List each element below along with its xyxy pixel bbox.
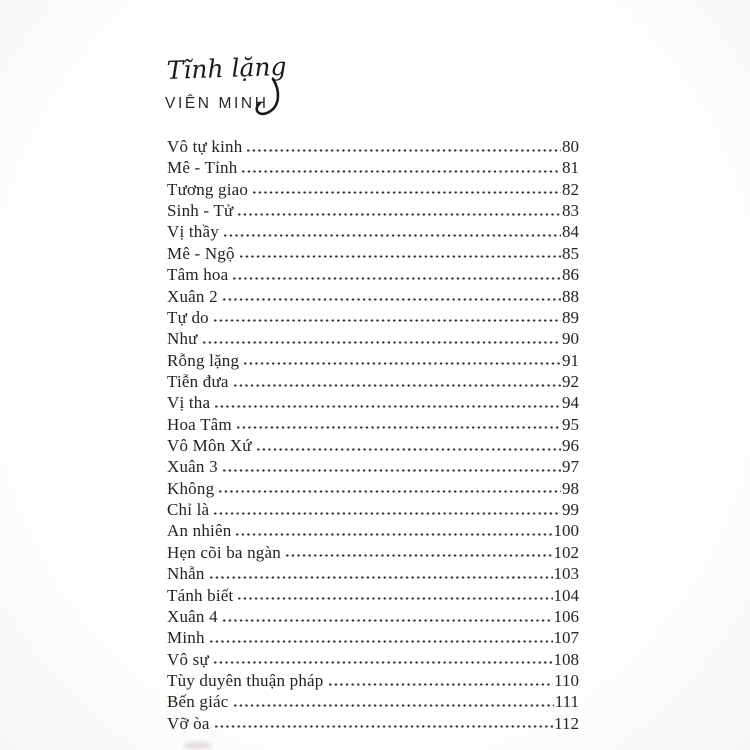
dotted-leader [214, 502, 561, 515]
dotted-leader [223, 609, 553, 622]
toc-entry-title: Rỗng lặng [167, 350, 240, 370]
scan-artifact [184, 742, 212, 749]
toc-entry-page: 88 [562, 286, 579, 306]
toc-entry [167, 585, 579, 606]
toc-entry-title: An nhiên [167, 521, 232, 541]
toc-entry [167, 606, 579, 627]
dotted-leader [257, 438, 561, 451]
toc-entry [167, 414, 579, 435]
toc-entry-page: 84 [562, 222, 579, 242]
dotted-leader [203, 331, 561, 344]
dotted-leader [214, 652, 553, 665]
toc-entry-page: 83 [562, 201, 579, 221]
toc-entry [167, 520, 579, 541]
toc-entry-title: Tương giao [167, 179, 249, 199]
toc-entry-title: Xuân 4 [167, 606, 218, 626]
toc-entry [167, 136, 579, 157]
toc-entry-title: Mê - Ngộ [167, 243, 235, 263]
dotted-leader [329, 673, 554, 686]
dotted-leader [219, 481, 561, 494]
toc-entry-title: Tiễn đưa [167, 371, 229, 391]
toc-entry-page: 89 [562, 307, 579, 327]
toc-entry [167, 499, 579, 520]
dotted-leader [214, 310, 561, 323]
toc-entry-page: 103 [553, 564, 579, 584]
toc-entry-page: 82 [562, 179, 579, 199]
toc-entry-page: 106 [553, 606, 579, 626]
toc-entry [167, 264, 579, 285]
toc-entry-page: 110 [554, 670, 579, 690]
toc-entry-page: 91 [562, 350, 579, 370]
logo-subtitle: VIÊN MINH [165, 95, 269, 112]
toc-entry-title: Vô sự [167, 649, 209, 669]
dotted-leader [224, 224, 561, 237]
dotted-leader [247, 139, 561, 152]
toc-entry-title: Tâm hoa [167, 265, 229, 285]
toc-entry-page: 81 [562, 158, 579, 178]
toc-entry-page: 104 [553, 585, 579, 605]
toc-entry-page: 98 [562, 478, 579, 498]
toc-entry-page: 102 [553, 542, 579, 562]
toc-entry-title: Hẹn cõi ba ngàn [167, 542, 281, 562]
toc-entry [167, 350, 579, 371]
toc-entry-title: Xuân 3 [167, 457, 218, 477]
dotted-leader [237, 417, 561, 430]
dotted-leader [238, 203, 561, 216]
dotted-leader [238, 588, 552, 601]
toc-entry-title: Vỡ òa [167, 713, 210, 733]
dotted-leader [253, 182, 561, 195]
dotted-leader [240, 246, 561, 259]
toc-entry [167, 456, 579, 477]
toc-entry-page: 99 [562, 500, 579, 520]
dotted-leader [215, 716, 554, 729]
dotted-leader [223, 289, 561, 302]
toc-entry-page: 107 [553, 628, 579, 648]
toc-entry [167, 200, 579, 221]
toc-entry-page: 108 [553, 649, 579, 669]
toc-entry-title: Như [167, 329, 198, 349]
toc-entry-title: Vị thầy [167, 222, 219, 242]
toc-entry [167, 328, 579, 349]
toc-entry-page: 95 [562, 414, 579, 434]
toc-entry-page: 85 [562, 243, 579, 263]
toc-entry-title: Vô Môn Xứ [167, 436, 252, 456]
toc-entry [167, 157, 579, 178]
table-of-contents [167, 136, 579, 734]
toc-entry-title: Vô tự kinh [167, 137, 243, 156]
toc-entry [167, 221, 579, 242]
toc-entry [167, 392, 579, 413]
toc-entry-title: Vị tha [167, 393, 211, 413]
toc-entry-title: Minh [167, 628, 205, 648]
dotted-leader [236, 523, 552, 536]
toc-entry [167, 478, 579, 499]
toc-entry-title: Không [167, 478, 215, 498]
toc-entry-title: Tánh biết [167, 585, 234, 605]
toc-entry-page: 90 [562, 329, 579, 349]
toc-entry-title: Sinh - Tử [167, 201, 234, 221]
toc-entry-page: 86 [562, 265, 579, 285]
dotted-leader [210, 566, 553, 579]
dotted-leader [234, 694, 554, 707]
toc-entry-title: Hoa Tâm [167, 414, 232, 434]
toc-entry [167, 691, 579, 712]
toc-entry-title: Nhẫn [167, 564, 205, 584]
publisher-logo [160, 52, 310, 122]
logo-graphic [160, 52, 310, 122]
toc-entry [167, 435, 579, 456]
toc-entry [167, 670, 579, 691]
dotted-leader [286, 545, 553, 558]
toc-entry-title: Bến giác [167, 692, 229, 712]
toc-entry-page: 97 [562, 457, 579, 477]
dotted-leader [210, 630, 553, 643]
toc-entry-title: Xuân 2 [167, 286, 218, 306]
toc-entry [167, 649, 579, 670]
toc-entry-title: Chỉ là [167, 500, 210, 520]
toc-entry-page: 100 [553, 521, 579, 541]
toc-entry [167, 307, 579, 328]
toc-entry-title: Mê - Tỉnh [167, 158, 238, 178]
toc-entry [167, 713, 579, 734]
logo-script-title: Tĩnh lặng [166, 52, 287, 85]
toc-entry-page: 112 [554, 713, 579, 733]
toc-entry-page: 80 [562, 137, 579, 156]
toc-entry-page: 92 [562, 371, 579, 391]
toc-entry-page: 94 [562, 393, 579, 413]
toc-entry [167, 243, 579, 264]
toc-entry [167, 286, 579, 307]
dotted-leader [242, 160, 561, 173]
toc-entry-page: 111 [554, 692, 579, 712]
dotted-leader [234, 374, 561, 387]
toc-entry-title: Tùy duyên thuận pháp [167, 670, 324, 690]
dotted-leader [244, 353, 561, 366]
toc-entry-title: Tự do [167, 307, 209, 327]
toc-entry [167, 179, 579, 200]
toc-entry [167, 627, 579, 648]
toc-entry [167, 371, 579, 392]
dotted-leader [223, 459, 561, 472]
toc-entry [167, 563, 579, 584]
toc-entry-page: 96 [562, 436, 579, 456]
toc-entry [167, 542, 579, 563]
dotted-leader [215, 395, 561, 408]
dotted-leader [233, 267, 561, 280]
